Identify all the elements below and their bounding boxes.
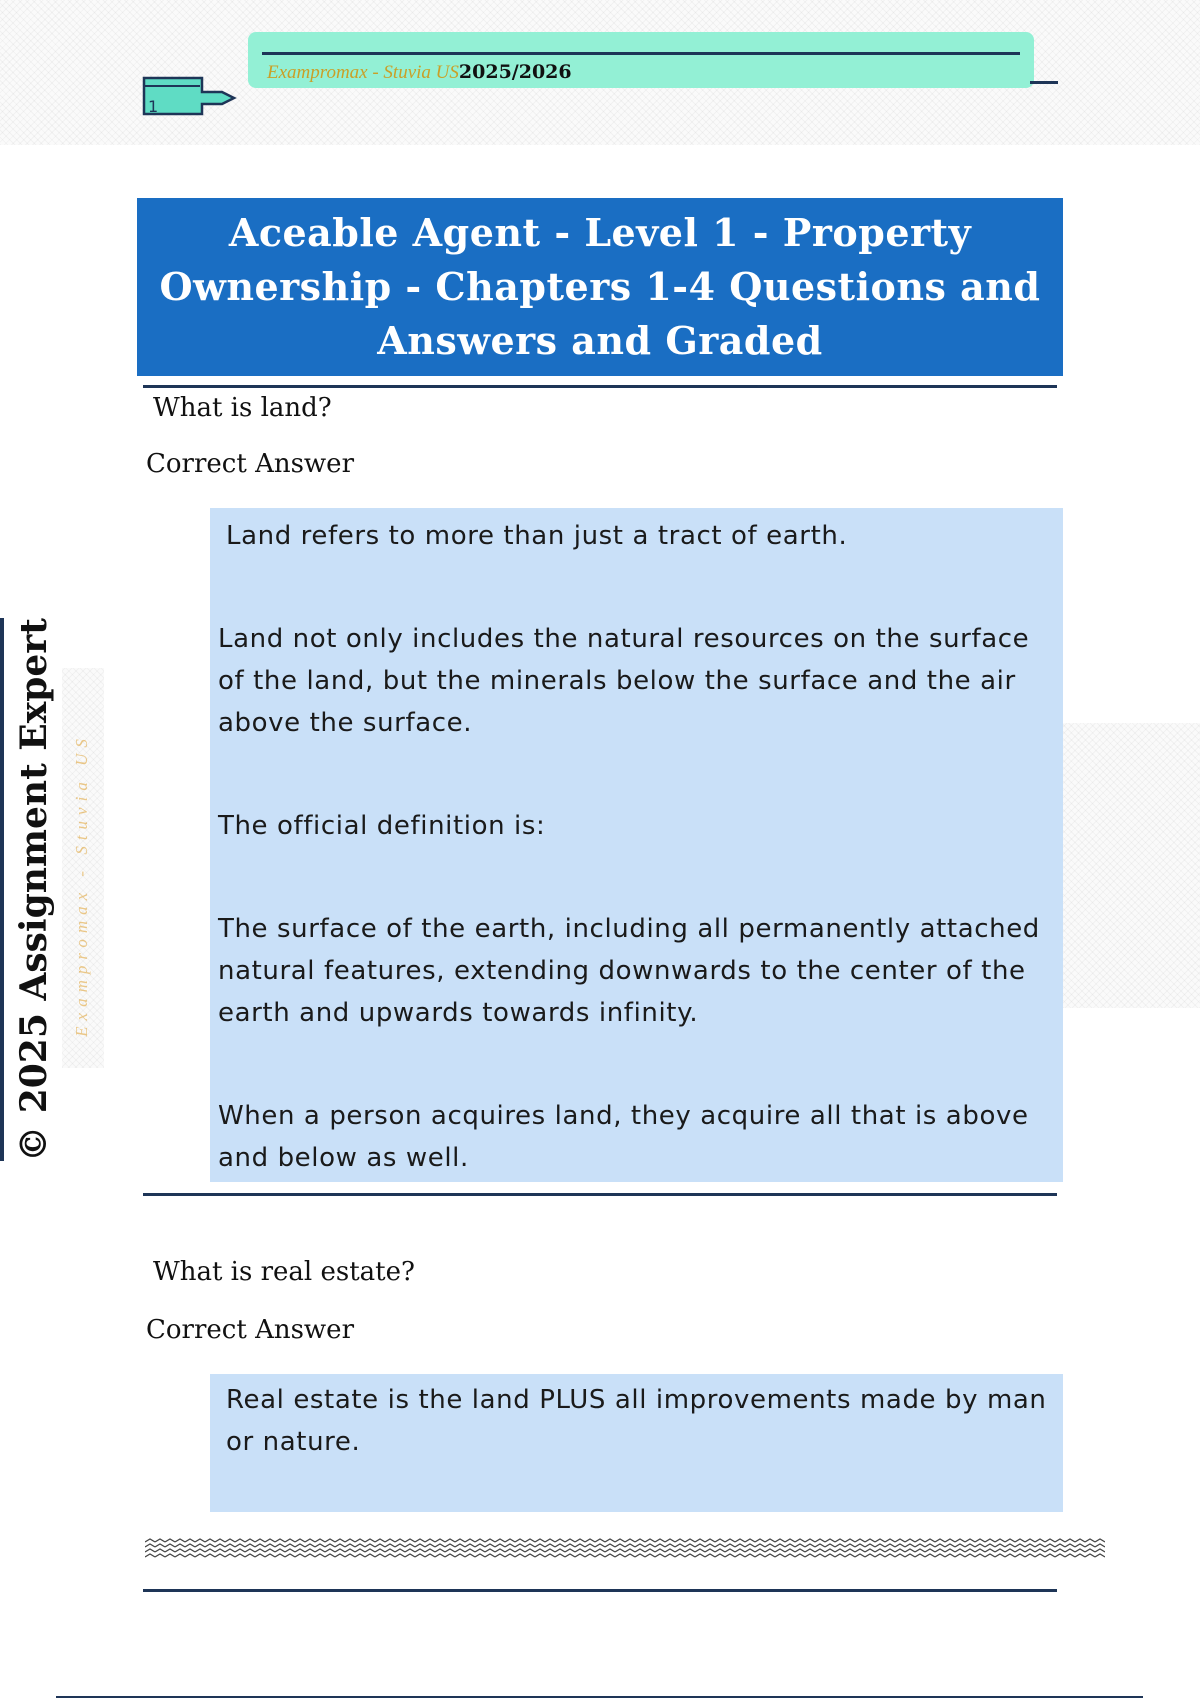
answer-label: Correct Answer <box>146 1315 354 1345</box>
answer-paragraph: The official definition is: <box>218 811 546 841</box>
question-text: What is land? <box>153 393 332 423</box>
header-rule <box>262 52 1020 55</box>
document-title-block <box>137 198 1063 376</box>
answer-paragraph: Real estate is the land PLUS all improvements made by man or nature. <box>226 1385 1047 1457</box>
answer-label: Correct Answer <box>146 449 354 479</box>
question-text: What is real estate? <box>153 1257 415 1287</box>
section-rule <box>143 385 1057 388</box>
answer-paragraph: The surface of the earth, including all permanently attached natural features, extending downwards to the center of the earth and upwards towards infinity. <box>218 914 1040 1028</box>
section-rule <box>143 1193 1057 1196</box>
copyright-text: © 2025 Assignment Expert <box>13 618 55 1162</box>
watermark-text: Exampromax - Stuvia US <box>72 733 91 1037</box>
answer-box <box>210 508 1063 1182</box>
answer-paragraph: When a person acquires land, they acquire all that is above and below as well. <box>218 1101 1029 1173</box>
logo-number: 1 <box>148 97 159 116</box>
answer-box <box>210 1374 1063 1512</box>
side-accent-bar <box>0 618 4 1161</box>
answer-paragraph: Land refers to more than just a tract of earth. <box>226 521 848 551</box>
header-rule-right <box>1030 81 1058 84</box>
answer-paragraph: Land not only includes the natural resources on the surface of the land, but the minerals below the surface and the air above the surface. <box>218 624 1030 738</box>
header-site: Exampromax - Stuvia US <box>267 62 459 83</box>
document-title: Aceable Agent - Level 1 - Property Ownership - Chapters 1-4 Questions and Answers and Graded <box>159 210 1041 363</box>
decorative-hatch-right <box>1063 723 1200 1008</box>
page-bottom-rule <box>56 1696 1143 1698</box>
header-year: 2025/2026 <box>458 61 572 83</box>
header-text <box>267 59 572 84</box>
section-rule <box>143 1589 1057 1592</box>
decorative-wave-border <box>145 1538 1105 1558</box>
arrow-tab-icon <box>142 72 238 116</box>
